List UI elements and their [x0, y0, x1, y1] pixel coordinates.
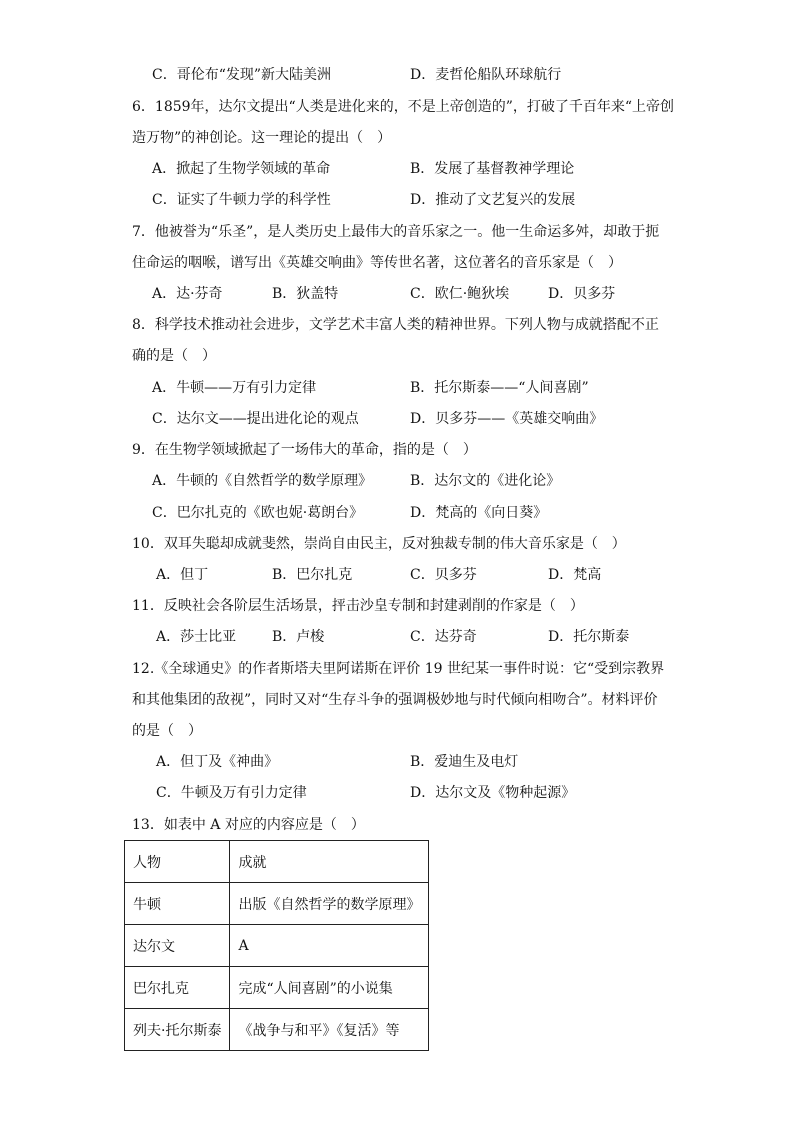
q10-option-c: C．贝多芬 [410, 567, 477, 583]
table-row [125, 841, 429, 883]
q8-option-c: C．达尔文——提出进化论的观点 [152, 411, 359, 427]
table-row [125, 1009, 429, 1051]
table-cell-person: 达尔文 [125, 925, 230, 967]
q5-option-c: C．哥伦布“发现”新大陆美洲 [152, 67, 332, 83]
q11-option-d: D．托尔斯泰 [548, 629, 630, 645]
q7-stem-line-2: 住命运的咽喉，谱写出《英雄交响曲》等传世名著，这位著名的音乐家是（ ） [132, 255, 622, 271]
q8-option-b: B．托尔斯泰——“人间喜剧” [410, 380, 589, 396]
q9-stem: 9．在生物学领域掀起了一场伟大的革命，指的是（ ） [132, 442, 477, 458]
q6-option-d: D．推动了文艺复兴的发展 [410, 192, 576, 208]
q7-option-d: D．贝多芬 [548, 286, 616, 302]
q12-option-a: A．但丁及《神曲》 [156, 754, 279, 770]
q9-option-b: B．达尔文的《进化论》 [410, 473, 561, 489]
q9-option-d: D．梵高的《向日葵》 [410, 505, 548, 521]
q7-option-a: A．达·芬奇 [152, 286, 223, 302]
q10-option-b: B．巴尔扎克 [272, 567, 353, 583]
table-cell-person: 巴尔扎克 [125, 967, 230, 1009]
q10-option-d: D．梵高 [548, 567, 602, 583]
q12-stem-line-1: 12.《全球通史》的作者斯塔夫里阿诺斯在评价 19 世纪某一事件时说：它“受到宗教界 [132, 661, 665, 677]
q9-option-c: C．巴尔扎克的《欧也妮·葛朗台》 [152, 505, 364, 521]
q7-stem-line-1: 7．他被誉为“乐圣”，是人类历史上最伟大的音乐家之一。他一生命运多舛，却敢于扼 [132, 224, 660, 240]
q11-option-c: C．达芬奇 [410, 629, 477, 645]
q8-stem-line-1: 8．科学技术推动社会进步，文学艺术丰富人类的精神世界。下列人物与成就搭配不正 [132, 317, 659, 333]
q9-option-a: A．牛顿的《自然哲学的数学原理》 [152, 473, 373, 489]
q13-stem: 13．如表中 A 对应的内容应是（ ） [132, 817, 365, 833]
q6-stem-line-1: 6．1859年，达尔文提出“人类是进化来的，不是上帝创造的”，打破了千百年来“上帝创 [132, 99, 675, 115]
q12-option-c: C．牛顿及万有引力定律 [156, 785, 307, 801]
q11-option-b: B．卢梭 [272, 629, 325, 645]
q8-stem-line-2: 确的是（ ） [132, 348, 216, 364]
q12-stem-line-3: 的是（ ） [132, 723, 202, 739]
table-cell-achievement: 成就 [230, 841, 429, 883]
q6-option-a: A．掀起了生物学领域的革命 [152, 161, 331, 177]
q7-option-c: C．欧仁·鲍狄埃 [410, 286, 510, 302]
q6-stem-line-2: 造万物”的神创论。这一理论的提出（ ） [132, 130, 392, 146]
table-cell-achievement: A [230, 925, 429, 967]
q5-option-d: D．麦哲伦船队环球航行 [410, 67, 562, 83]
table-cell-achievement: 完成“人间喜剧”的小说集 [230, 967, 429, 1009]
q12-option-d: D．达尔文及《物种起源》 [410, 785, 576, 801]
table-cell-person: 牛顿 [125, 883, 230, 925]
q6-option-c: C．证实了牛顿力学的科学性 [152, 192, 331, 208]
table-row [125, 883, 429, 925]
q11-stem: 11．反映社会各阶层生活场景，抨击沙皇专制和封建剥削的作家是（ ） [132, 598, 584, 614]
q8-option-d: D．贝多芬——《英雄交响曲》 [410, 411, 604, 427]
q11-option-a: A．莎士比亚 [156, 629, 237, 645]
q10-stem: 10．双耳失聪却成就斐然，崇尚自由民主，反对独裁专制的伟大音乐家是（ ） [132, 536, 626, 552]
table-row [125, 925, 429, 967]
table-row [125, 967, 429, 1009]
q7-option-b: B．狄盖特 [272, 286, 339, 302]
table-cell-achievement: 出版《自然哲学的数学原理》 [230, 883, 429, 925]
q10-option-a: A．但丁 [156, 567, 209, 583]
table-cell-person: 人物 [125, 841, 230, 883]
q12-stem-line-2: 和其他集团的敌视”，同时又对“生存斗争的强调极妙地与时代倾向相吻合”。材料评价 [132, 692, 658, 708]
table-cell-achievement: 《战争与和平》《复活》等 [230, 1009, 429, 1051]
q8-option-a: A．牛顿——万有引力定律 [152, 380, 317, 396]
achievement-table [124, 840, 429, 1051]
q6-option-b: B．发展了基督教神学理论 [410, 161, 575, 177]
table-cell-person: 列夫·托尔斯泰 [125, 1009, 230, 1051]
q12-option-b: B．爱迪生及电灯 [410, 754, 519, 770]
